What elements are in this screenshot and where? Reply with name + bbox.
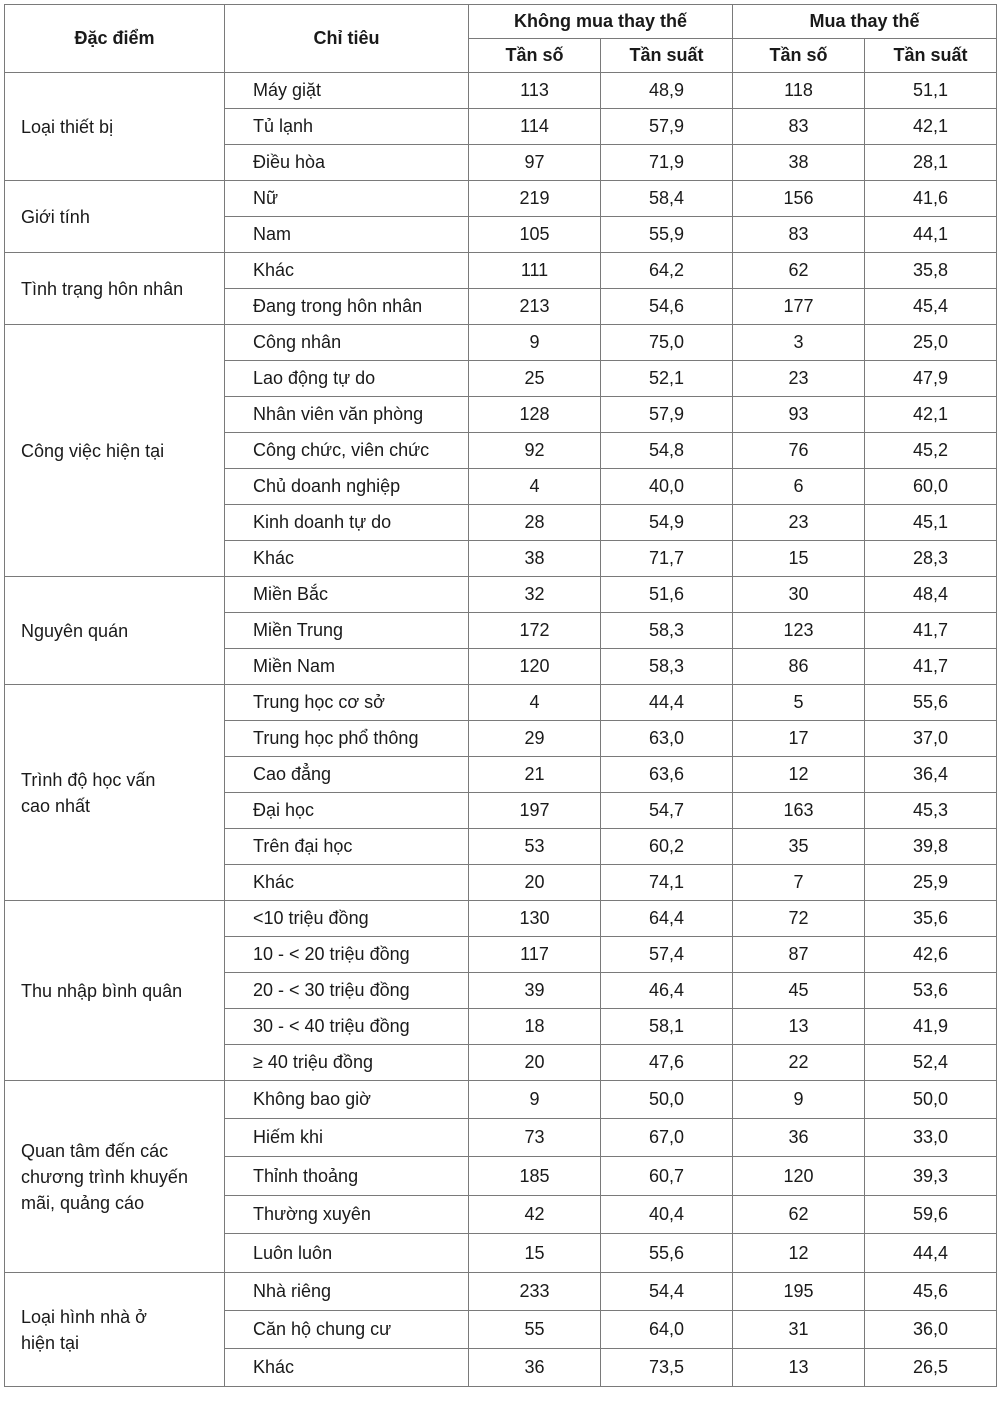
not-buy-pct-cell: 58,4: [601, 181, 733, 217]
indicator-cell: <10 triệu đồng: [225, 901, 469, 937]
not-buy-pct-cell: 75,0: [601, 325, 733, 361]
indicator-cell: Trên đại học: [225, 829, 469, 865]
not-buy-pct-cell: 71,9: [601, 145, 733, 181]
indicator-cell: Đang trong hôn nhân: [225, 289, 469, 325]
indicator-cell: Thỉnh thoảng: [225, 1157, 469, 1196]
table-body: [5, 73, 997, 1387]
buy-freq-cell: 31: [733, 1311, 865, 1349]
buy-pct-cell: 33,0: [865, 1119, 997, 1157]
not-buy-freq-cell: 197: [469, 793, 601, 829]
not-buy-freq-cell: 172: [469, 613, 601, 649]
buy-freq-cell: 5: [733, 685, 865, 721]
buy-pct-cell: 44,4: [865, 1234, 997, 1273]
not-buy-pct-cell: 57,9: [601, 397, 733, 433]
group-label: Thu nhập bình quân: [5, 901, 225, 1081]
not-buy-pct-cell: 47,6: [601, 1045, 733, 1081]
buy-pct-cell: 53,6: [865, 973, 997, 1009]
not-buy-pct-cell: 57,9: [601, 109, 733, 145]
buy-freq-cell: 9: [733, 1081, 865, 1119]
group-label: Trình độ học vấn cao nhất: [5, 685, 225, 901]
buy-freq-cell: 17: [733, 721, 865, 757]
not-buy-pct-cell: 58,3: [601, 613, 733, 649]
indicator-cell: Nam: [225, 217, 469, 253]
not-buy-freq-cell: 113: [469, 73, 601, 109]
buy-freq-cell: 13: [733, 1009, 865, 1045]
buy-pct-cell: 45,2: [865, 433, 997, 469]
indicator-cell: Trung học cơ sở: [225, 685, 469, 721]
buy-freq-cell: 12: [733, 757, 865, 793]
indicator-cell: Khác: [225, 541, 469, 577]
buy-pct-cell: 37,0: [865, 721, 997, 757]
indicator-cell: Kinh doanh tự do: [225, 505, 469, 541]
buy-freq-cell: 156: [733, 181, 865, 217]
not-buy-pct-cell: 58,3: [601, 649, 733, 685]
buy-pct-cell: 48,4: [865, 577, 997, 613]
indicator-cell: Lao động tự do: [225, 361, 469, 397]
not-buy-freq-cell: 15: [469, 1234, 601, 1273]
not-buy-freq-cell: 42: [469, 1196, 601, 1234]
indicator-cell: Khác: [225, 865, 469, 901]
buy-freq-cell: 83: [733, 109, 865, 145]
buy-pct-cell: 41,6: [865, 181, 997, 217]
buy-pct-cell: 28,1: [865, 145, 997, 181]
not-buy-pct-cell: 64,2: [601, 253, 733, 289]
indicator-cell: Khác: [225, 1349, 469, 1387]
indicator-cell: Căn hộ chung cư: [225, 1311, 469, 1349]
header-not-buy-pct: Tần suất: [601, 39, 733, 73]
not-buy-freq-cell: 120: [469, 649, 601, 685]
buy-pct-cell: 44,1: [865, 217, 997, 253]
header-characteristic: Đặc điểm: [5, 5, 225, 73]
buy-freq-cell: 118: [733, 73, 865, 109]
not-buy-pct-cell: 73,5: [601, 1349, 733, 1387]
not-buy-pct-cell: 60,7: [601, 1157, 733, 1196]
not-buy-pct-cell: 54,7: [601, 793, 733, 829]
indicator-cell: Khác: [225, 253, 469, 289]
table-row: [5, 1273, 997, 1311]
group-label: Loại hình nhà ở hiện tại: [5, 1273, 225, 1387]
buy-pct-cell: 45,4: [865, 289, 997, 325]
buy-freq-cell: 62: [733, 1196, 865, 1234]
buy-freq-cell: 93: [733, 397, 865, 433]
header-indicator: Chỉ tiêu: [225, 5, 469, 73]
not-buy-pct-cell: 48,9: [601, 73, 733, 109]
not-buy-pct-cell: 64,4: [601, 901, 733, 937]
buy-freq-cell: 163: [733, 793, 865, 829]
table-row: [5, 901, 997, 937]
indicator-cell: 20 - < 30 triệu đồng: [225, 973, 469, 1009]
not-buy-freq-cell: 39: [469, 973, 601, 1009]
table-row: [5, 181, 997, 217]
not-buy-freq-cell: 185: [469, 1157, 601, 1196]
indicator-cell: Không bao giờ: [225, 1081, 469, 1119]
indicator-cell: Miền Trung: [225, 613, 469, 649]
buy-freq-cell: 36: [733, 1119, 865, 1157]
header-buy-freq: Tần số: [733, 39, 865, 73]
indicator-cell: 30 - < 40 triệu đồng: [225, 1009, 469, 1045]
not-buy-freq-cell: 233: [469, 1273, 601, 1311]
buy-pct-cell: 45,1: [865, 505, 997, 541]
indicator-cell: Thường xuyên: [225, 1196, 469, 1234]
table-row: [5, 253, 997, 289]
not-buy-pct-cell: 55,6: [601, 1234, 733, 1273]
buy-freq-cell: 22: [733, 1045, 865, 1081]
indicator-cell: ≥ 40 triệu đồng: [225, 1045, 469, 1081]
not-buy-pct-cell: 58,1: [601, 1009, 733, 1045]
not-buy-freq-cell: 9: [469, 1081, 601, 1119]
buy-freq-cell: 72: [733, 901, 865, 937]
indicator-cell: 10 - < 20 triệu đồng: [225, 937, 469, 973]
not-buy-pct-cell: 54,9: [601, 505, 733, 541]
indicator-cell: Đại học: [225, 793, 469, 829]
not-buy-pct-cell: 54,6: [601, 289, 733, 325]
buy-pct-cell: 39,3: [865, 1157, 997, 1196]
not-buy-pct-cell: 46,4: [601, 973, 733, 1009]
buy-freq-cell: 86: [733, 649, 865, 685]
indicator-cell: Nhân viên văn phòng: [225, 397, 469, 433]
not-buy-freq-cell: 36: [469, 1349, 601, 1387]
not-buy-pct-cell: 51,6: [601, 577, 733, 613]
buy-freq-cell: 62: [733, 253, 865, 289]
not-buy-freq-cell: 28: [469, 505, 601, 541]
indicator-cell: Miền Bắc: [225, 577, 469, 613]
indicator-cell: Nhà riêng: [225, 1273, 469, 1311]
table-row: [5, 73, 997, 109]
not-buy-freq-cell: 128: [469, 397, 601, 433]
indicator-cell: Hiếm khi: [225, 1119, 469, 1157]
not-buy-freq-cell: 38: [469, 541, 601, 577]
buy-pct-cell: 35,6: [865, 901, 997, 937]
table-header: [5, 5, 997, 73]
not-buy-pct-cell: 40,0: [601, 469, 733, 505]
buy-pct-cell: 42,1: [865, 397, 997, 433]
not-buy-pct-cell: 44,4: [601, 685, 733, 721]
not-buy-pct-cell: 60,2: [601, 829, 733, 865]
buy-pct-cell: 60,0: [865, 469, 997, 505]
buy-pct-cell: 45,6: [865, 1273, 997, 1311]
not-buy-freq-cell: 105: [469, 217, 601, 253]
not-buy-freq-cell: 20: [469, 865, 601, 901]
indicator-cell: Miền Nam: [225, 649, 469, 685]
group-label: Công việc hiện tại: [5, 325, 225, 577]
buy-pct-cell: 26,5: [865, 1349, 997, 1387]
buy-pct-cell: 36,0: [865, 1311, 997, 1349]
not-buy-freq-cell: 32: [469, 577, 601, 613]
not-buy-freq-cell: 53: [469, 829, 601, 865]
not-buy-pct-cell: 67,0: [601, 1119, 733, 1157]
not-buy-freq-cell: 29: [469, 721, 601, 757]
buy-pct-cell: 39,8: [865, 829, 997, 865]
buy-pct-cell: 47,9: [865, 361, 997, 397]
indicator-cell: Công chức, viên chức: [225, 433, 469, 469]
not-buy-freq-cell: 55: [469, 1311, 601, 1349]
buy-pct-cell: 42,6: [865, 937, 997, 973]
buy-pct-cell: 50,0: [865, 1081, 997, 1119]
group-label: Loại thiết bị: [5, 73, 225, 181]
buy-freq-cell: 123: [733, 613, 865, 649]
header-not-buy-freq: Tần số: [469, 39, 601, 73]
indicator-cell: Máy giặt: [225, 73, 469, 109]
table-row: [5, 577, 997, 613]
statistics-table: [4, 4, 997, 1387]
not-buy-freq-cell: 18: [469, 1009, 601, 1045]
indicator-cell: Luôn luôn: [225, 1234, 469, 1273]
header-not-buy-group: Không mua thay thế: [469, 5, 733, 39]
indicator-cell: Tủ lạnh: [225, 109, 469, 145]
buy-freq-cell: 177: [733, 289, 865, 325]
indicator-cell: Điều hòa: [225, 145, 469, 181]
table-row: [5, 1081, 997, 1119]
indicator-cell: Nữ: [225, 181, 469, 217]
not-buy-freq-cell: 219: [469, 181, 601, 217]
table-row: [5, 325, 997, 361]
buy-freq-cell: 3: [733, 325, 865, 361]
header-buy-group: Mua thay thế: [733, 5, 997, 39]
not-buy-pct-cell: 57,4: [601, 937, 733, 973]
buy-freq-cell: 23: [733, 361, 865, 397]
indicator-cell: Chủ doanh nghiệp: [225, 469, 469, 505]
not-buy-pct-cell: 74,1: [601, 865, 733, 901]
not-buy-freq-cell: 25: [469, 361, 601, 397]
not-buy-freq-cell: 114: [469, 109, 601, 145]
indicator-cell: Công nhân: [225, 325, 469, 361]
not-buy-freq-cell: 97: [469, 145, 601, 181]
buy-pct-cell: 45,3: [865, 793, 997, 829]
not-buy-pct-cell: 54,8: [601, 433, 733, 469]
not-buy-freq-cell: 117: [469, 937, 601, 973]
buy-freq-cell: 30: [733, 577, 865, 613]
group-label: Quan tâm đến các chương trình khuyến mãi, quảng cáo: [5, 1081, 225, 1273]
buy-pct-cell: 52,4: [865, 1045, 997, 1081]
buy-pct-cell: 25,0: [865, 325, 997, 361]
group-label: Nguyên quán: [5, 577, 225, 685]
table-row: [5, 685, 997, 721]
not-buy-pct-cell: 55,9: [601, 217, 733, 253]
group-label: Tình trạng hôn nhân: [5, 253, 225, 325]
buy-pct-cell: 59,6: [865, 1196, 997, 1234]
not-buy-pct-cell: 52,1: [601, 361, 733, 397]
buy-pct-cell: 28,3: [865, 541, 997, 577]
buy-pct-cell: 55,6: [865, 685, 997, 721]
buy-freq-cell: 7: [733, 865, 865, 901]
buy-freq-cell: 45: [733, 973, 865, 1009]
buy-freq-cell: 83: [733, 217, 865, 253]
buy-freq-cell: 87: [733, 937, 865, 973]
not-buy-freq-cell: 20: [469, 1045, 601, 1081]
not-buy-freq-cell: 130: [469, 901, 601, 937]
indicator-cell: Cao đẳng: [225, 757, 469, 793]
buy-freq-cell: 6: [733, 469, 865, 505]
not-buy-freq-cell: 92: [469, 433, 601, 469]
group-label: Giới tính: [5, 181, 225, 253]
buy-pct-cell: 42,1: [865, 109, 997, 145]
buy-pct-cell: 35,8: [865, 253, 997, 289]
buy-pct-cell: 41,9: [865, 1009, 997, 1045]
buy-freq-cell: 35: [733, 829, 865, 865]
not-buy-freq-cell: 73: [469, 1119, 601, 1157]
buy-freq-cell: 15: [733, 541, 865, 577]
buy-pct-cell: 41,7: [865, 613, 997, 649]
buy-freq-cell: 12: [733, 1234, 865, 1273]
indicator-cell: Trung học phổ thông: [225, 721, 469, 757]
not-buy-pct-cell: 40,4: [601, 1196, 733, 1234]
buy-pct-cell: 51,1: [865, 73, 997, 109]
not-buy-pct-cell: 50,0: [601, 1081, 733, 1119]
buy-freq-cell: 120: [733, 1157, 865, 1196]
not-buy-freq-cell: 9: [469, 325, 601, 361]
not-buy-freq-cell: 213: [469, 289, 601, 325]
buy-freq-cell: 23: [733, 505, 865, 541]
buy-pct-cell: 41,7: [865, 649, 997, 685]
not-buy-pct-cell: 71,7: [601, 541, 733, 577]
not-buy-pct-cell: 63,6: [601, 757, 733, 793]
buy-freq-cell: 13: [733, 1349, 865, 1387]
not-buy-freq-cell: 4: [469, 685, 601, 721]
buy-freq-cell: 76: [733, 433, 865, 469]
not-buy-pct-cell: 54,4: [601, 1273, 733, 1311]
not-buy-freq-cell: 21: [469, 757, 601, 793]
buy-freq-cell: 38: [733, 145, 865, 181]
header-buy-pct: Tần suất: [865, 39, 997, 73]
not-buy-pct-cell: 64,0: [601, 1311, 733, 1349]
buy-pct-cell: 25,9: [865, 865, 997, 901]
not-buy-pct-cell: 63,0: [601, 721, 733, 757]
buy-freq-cell: 195: [733, 1273, 865, 1311]
buy-pct-cell: 36,4: [865, 757, 997, 793]
not-buy-freq-cell: 111: [469, 253, 601, 289]
not-buy-freq-cell: 4: [469, 469, 601, 505]
